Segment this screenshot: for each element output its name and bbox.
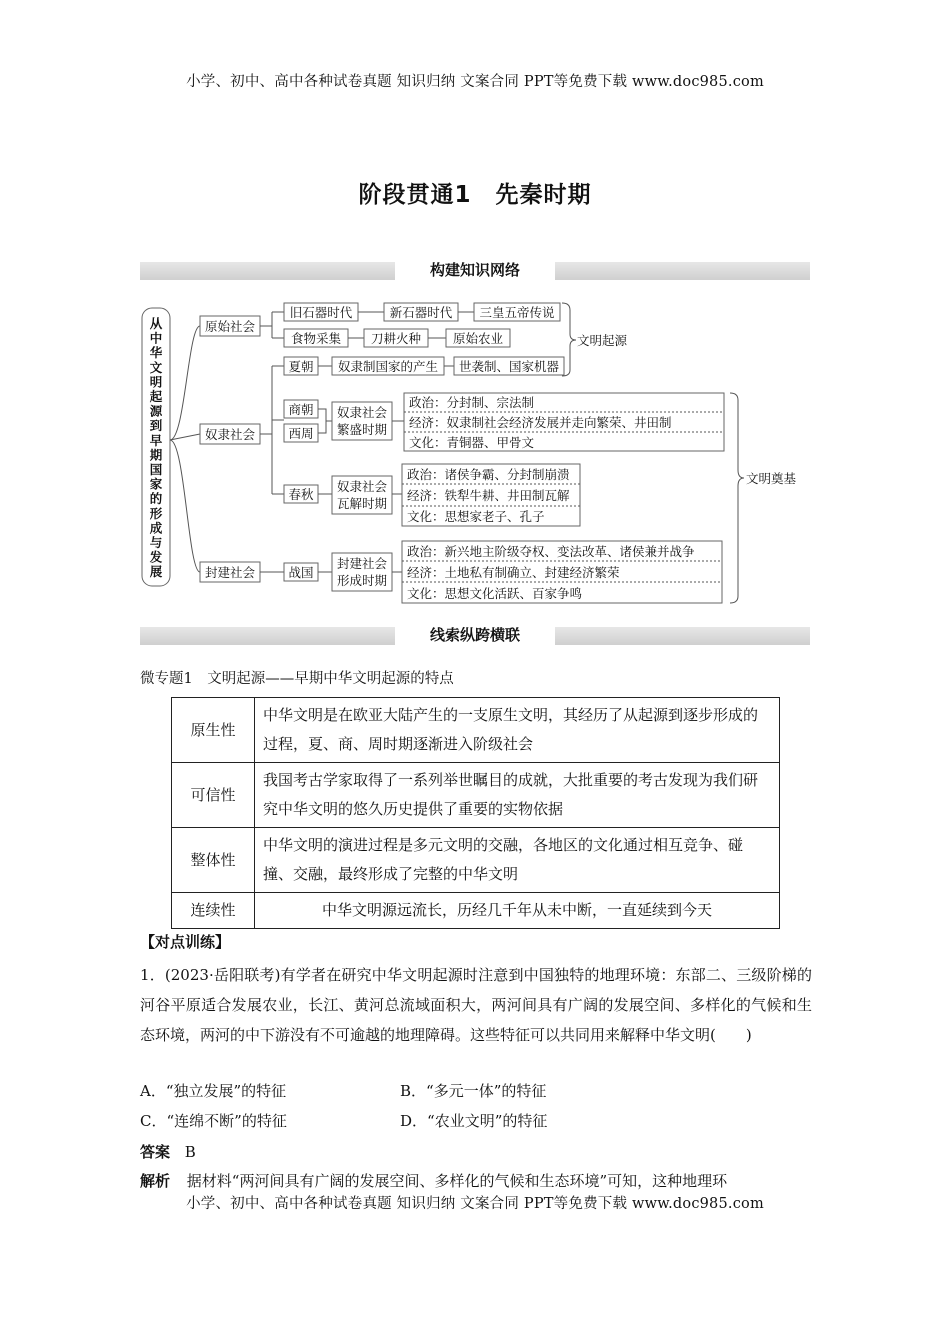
section-heading: 【对点训练】 [140,933,231,951]
brace [730,393,744,603]
decline-line2: 瓦解时期 [336,496,388,511]
table-key: 连续性 [172,893,255,929]
shang-dynasty: 商朝 [288,402,314,417]
primitive-agriculture: 原始农业 [452,331,504,346]
band-title-knowledge-network: 构建知识网络 [395,259,555,281]
explanation-line [140,1170,815,1191]
table-value: 中华文明的演进过程是多元文明的交融，各地区的文化通过相互竞争、碰撞、交融，最终形成了完整的中华文明 [255,828,780,893]
option-c[interactable]: C．“连绵不断”的特征 [140,1112,287,1130]
decline-line1: 奴隶社会 [336,479,388,494]
root-char: 家 [149,476,163,492]
prosper-culture: 文化：青铜器、甲骨文 [409,435,535,450]
feudal-line2: 形成时期 [336,573,388,588]
root-char: 早 [149,432,163,448]
table-value: 我国考古学家取得了一系列举世瞩目的成就，大批重要的考古发现为我们研究中华文明的悠久历史提供了重要的实物依据 [255,763,780,828]
prosper-line1: 奴隶社会 [336,405,388,420]
xia-desc: 奴隶制国家的产生 [337,359,439,374]
warring-states: 战国 [288,565,314,580]
table-row [172,763,780,828]
feudal-economy: 经济：土地私有制确立、封建经济繁荣 [407,565,620,580]
prosper-line2: 繁盛时期 [336,422,388,437]
root-char: 期 [149,447,163,463]
question-text: 1．(2023·岳阳联考)有学者在研究中华文明起源时注意到中国独特的地理环境：东部二、三级阶梯的河谷平原适合发展农业，长江、黄河总流域面积大，两河间具有广阔的发展空间、多样化的气候和生态环境，两河的中下游没有不可逾越的地理障碍。这些特征可以共同用来解释中华文明( ) [140,966,812,1044]
knowledge-network-diagram [0,0,950,620]
society-primitive: 原始社会 [204,319,256,334]
subtopic-title: 微专题1 文明起源——早期中华文明起源的特点 [140,671,454,687]
connector [318,409,332,433]
table-value: 中华文明是在欧亚大陆产生的一支原生文明，其经历了从起源到逐步形成的过程，夏、商、周时期逐渐进入阶级社会 [255,698,780,763]
answer-label: 答案 [140,1143,171,1161]
connector [170,326,200,440]
option-a[interactable]: A．“独立发展”的特征 [140,1082,287,1100]
root-char: 文 [149,359,163,375]
society-feudal: 封建社会 [204,565,256,580]
root-char: 国 [149,462,163,477]
table-key: 原生性 [172,698,255,763]
answer-value: B [184,1143,196,1161]
western-zhou: 西周 [288,426,314,441]
food-gathering: 食物采集 [290,331,342,346]
features-table [171,697,780,929]
root-char: 展 [149,564,163,580]
table-key: 可信性 [172,763,255,828]
option-b[interactable]: B．“多元一体”的特征 [400,1082,547,1100]
table-value: 中华文明源远流长，历经几千年从未中断，一直延续到今天 [255,893,780,929]
prosper-politics: 政治：分封制、宗法制 [409,395,535,410]
root-char: 明 [149,374,163,390]
decline-politics: 政治：诸侯争霸、分封制崩溃 [407,467,570,482]
decline-culture: 文化：思想家老子、孔子 [407,509,545,524]
explanation-text: 据材料“两河间具有广阔的发展空间、多样化的气候和生态环境”可知，这种地理环 [186,1172,728,1190]
paleolithic: 旧石器时代 [289,305,353,320]
society-slave: 奴隶社会 [204,427,256,442]
root-char: 从 [149,316,163,331]
root-char: 起 [149,389,163,404]
page-footer: 小学、初中、高中各种试卷真题 知识归纳 文案合同 PPT等免费下载 www.doc985.com [186,1196,764,1212]
page-header: 小学、初中、高中各种试卷真题 知识归纳 文案合同 PPT等免费下载 www.doc985.com [186,74,764,90]
xia-dynasty: 夏朝 [288,359,314,374]
prosper-economy: 经济：奴隶制社会经济发展并走向繁荣、井田制 [409,415,672,430]
root-char: 到 [149,418,163,434]
feudal-line1: 封建社会 [336,556,388,571]
feudal-culture: 文化：思想文化活跃、百家争鸣 [407,586,583,601]
root-char: 发 [149,549,163,565]
answer-line [140,1141,196,1162]
root-char: 与 [149,535,163,550]
feudal-politics: 政治：新兴地主阶级夺权、变法改革、诸侯兼并战争 [407,544,695,559]
label-foundation: 文明奠基 [746,471,797,486]
explanation-label: 解析 [140,1172,171,1190]
table-row [172,893,780,929]
label-origin: 文明起源 [577,333,628,348]
root-char: 源 [149,403,163,419]
slash-and-burn: 刀耕火种 [370,331,422,346]
table-row [172,828,780,893]
root-char: 形 [149,505,163,521]
table-row [172,698,780,763]
connector [170,440,200,572]
option-d[interactable]: D．“农业文明”的特征 [400,1112,548,1130]
decline-economy: 经济：铁犁牛耕、井田制瓦解 [407,488,570,503]
root-label [149,316,163,579]
connector [260,312,284,338]
root-char: 的 [149,491,163,507]
root-char: 华 [149,345,163,361]
table-key: 整体性 [172,828,255,893]
band-title-clues: 线索纵跨横联 [395,624,555,646]
root-char: 成 [149,520,163,536]
connector [260,366,284,494]
xia-system: 世袭制、国家机器 [458,359,560,374]
neolithic: 新石器时代 [389,305,453,320]
root-char: 中 [149,330,163,346]
spring-autumn: 春秋 [288,487,314,502]
legend-three-sovereigns: 三皇五帝传说 [479,305,555,320]
page-title: 阶段贯通1 先秦时期 [358,182,592,208]
